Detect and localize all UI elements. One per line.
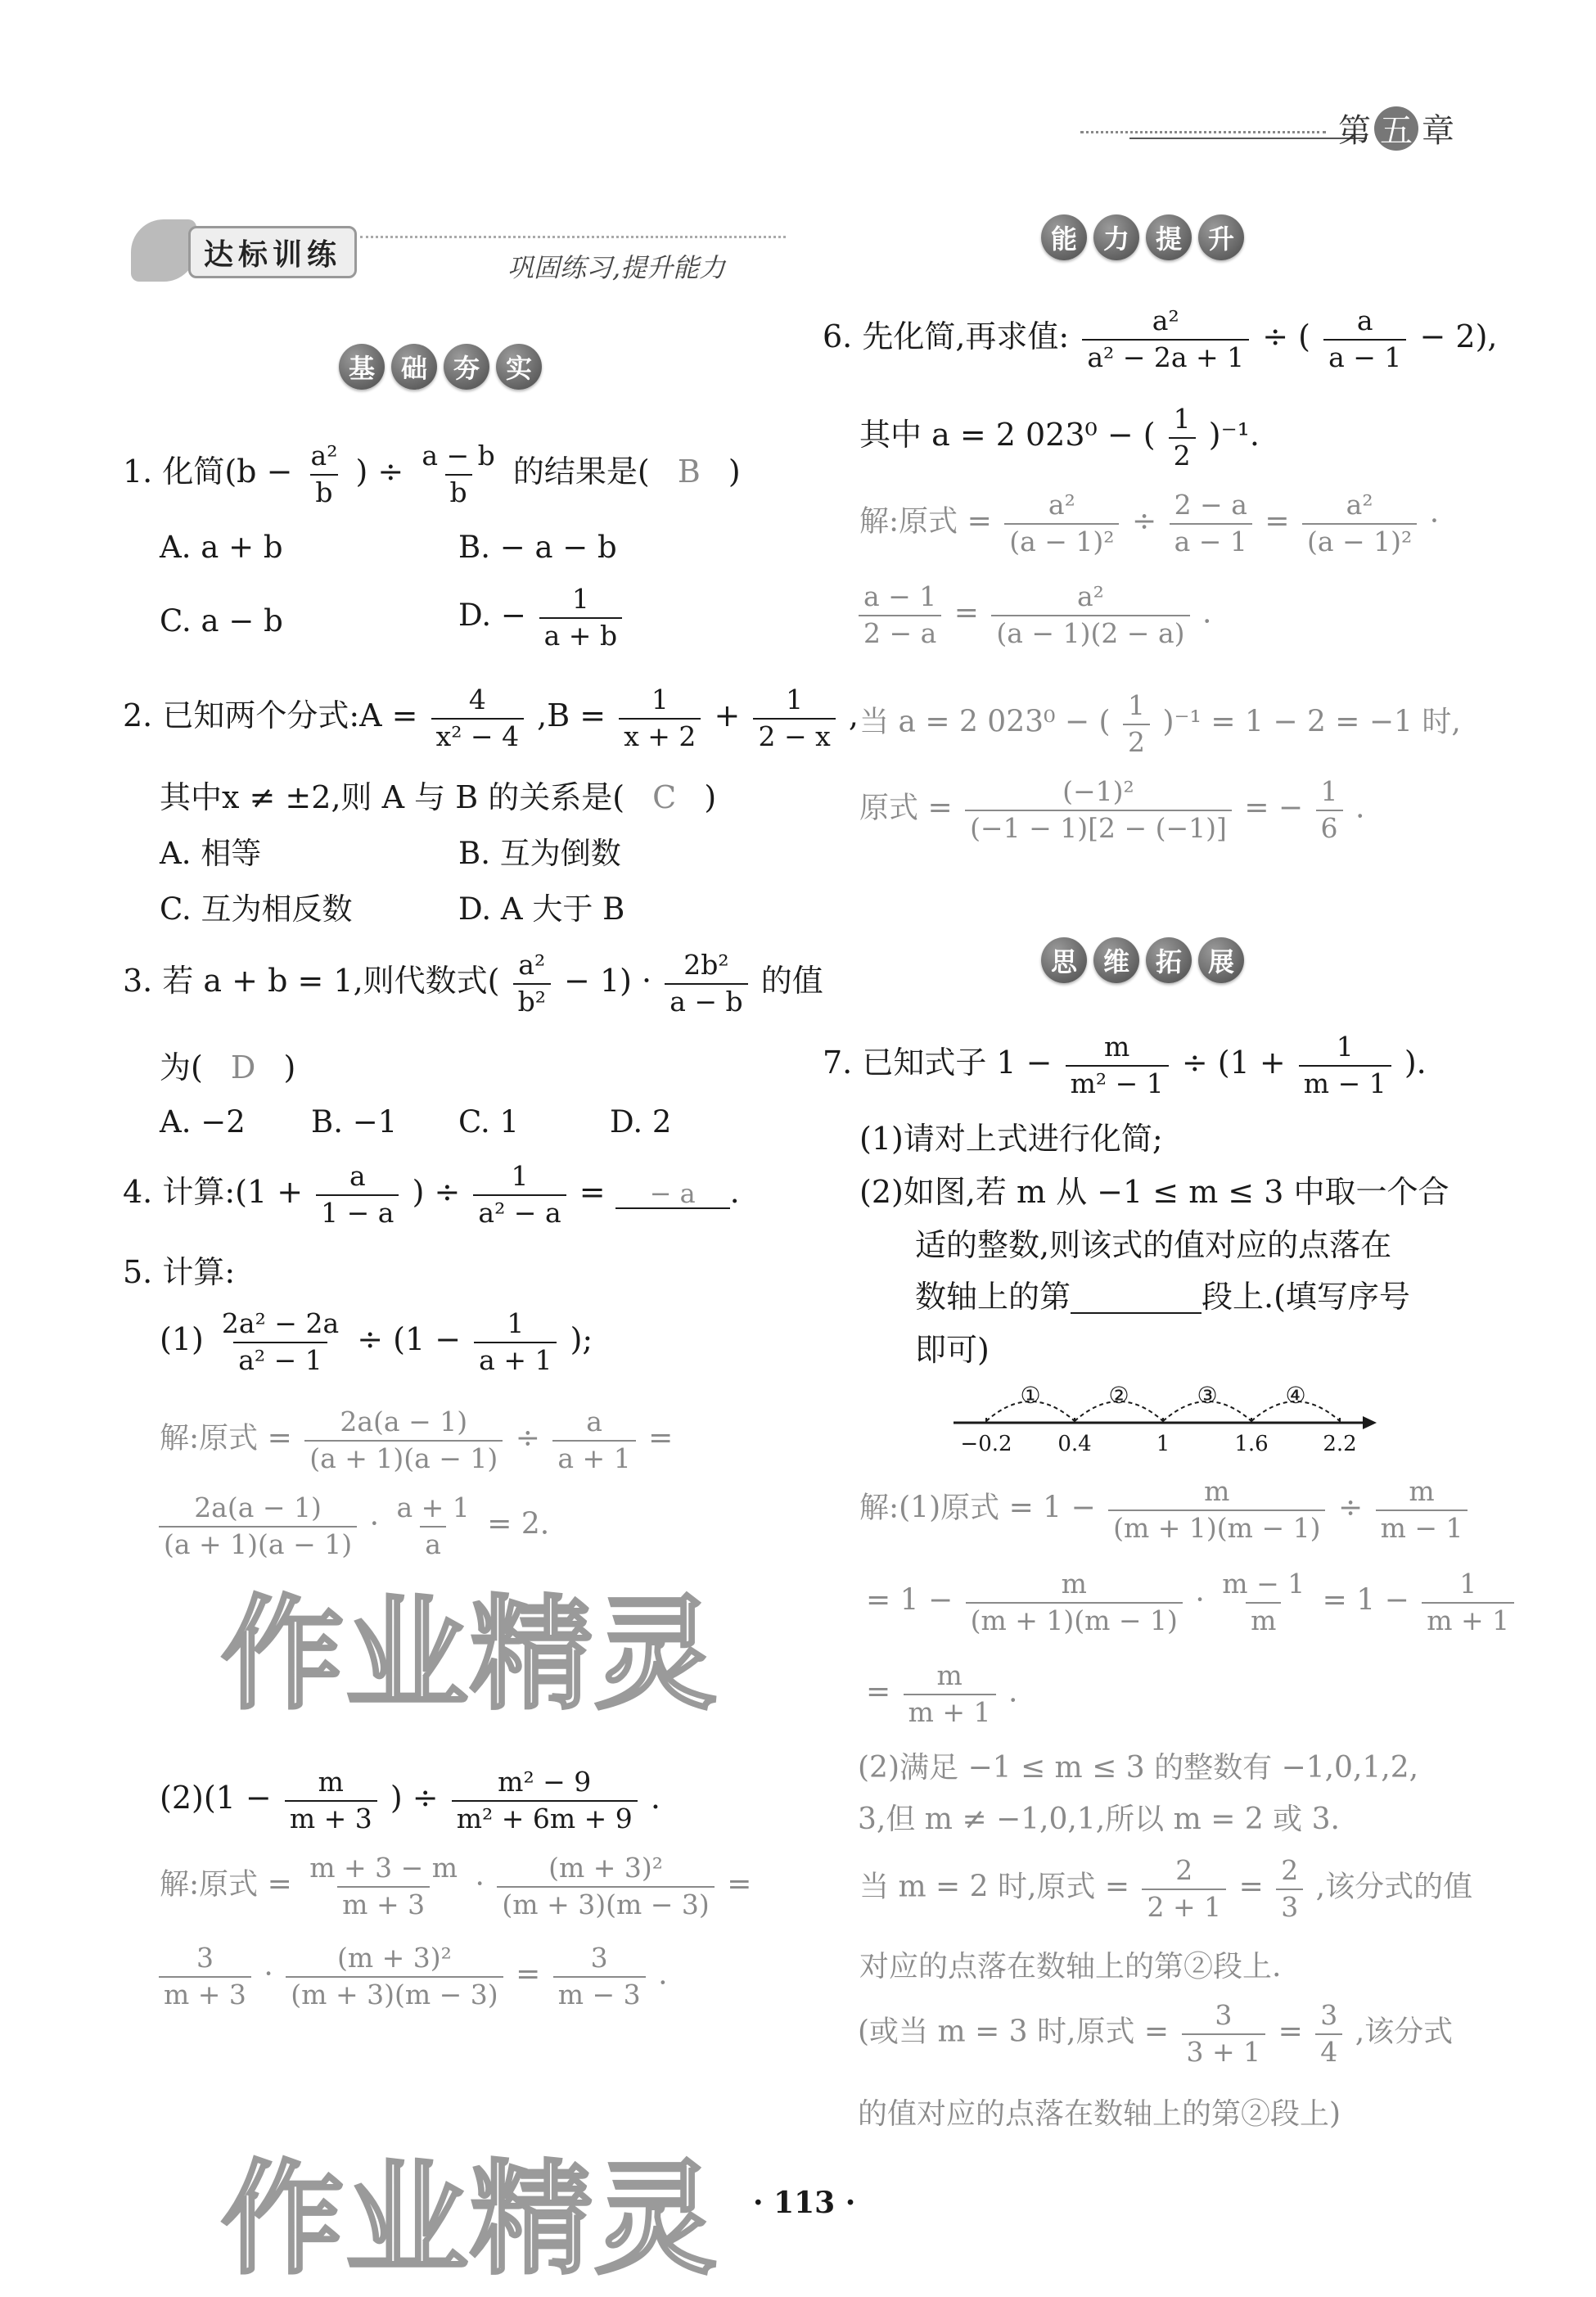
number-line-segment-label: ④ (1285, 1382, 1306, 1409)
q1-option-c: C. a − b (160, 603, 283, 639)
banner-dotted-line (360, 236, 786, 238)
chapter-header (1080, 105, 1465, 154)
section-advanced-char: 能 (1041, 214, 1087, 260)
chapter-number-badge: 五 (1374, 106, 1418, 151)
q3-option-b: B. −1 (311, 1104, 398, 1139)
question-3-line2: 为( D ) (160, 1049, 296, 1085)
q5-2-solution-line2: $\frac{3}{m + 3}$ · $\frac{\text{(m + 3)²}}{(m + 3)(m - 3)}$ = $\frac{3}{m - 3}$ . (156, 1944, 668, 2009)
q7-part-2-line3: 数轴上的第 段上.(填写序号 (915, 1279, 1410, 1315)
q5-1-solution-line1: 解:原式 = $\frac{2a(a - 1)}{(a + 1)(a - 1)}$ ÷ $\frac{a}{a + 1}$ = (160, 1406, 674, 1474)
number-line-tick-label: −0.2 (960, 1432, 1012, 1456)
q5-2-solution-line1: 解:原式 = $\frac{m + 3 - m}{m + 3}$ · $\frac{\text{(m + 3)²}}{(m + 3)(m - 3)}$ = (160, 1852, 752, 1920)
banner-title-box (188, 226, 357, 278)
section-extended-char: 展 (1198, 937, 1244, 983)
question-5-part-2: (2)(1 − $\frac{m}{m + 3}$ ) ÷ $\frac{\text{m² − 9}}{\text{m² + 6m + 9}}$ . (160, 1766, 660, 1834)
q6-solution-line2: $\frac{a - 1}{2 - a}$ = $\frac{\text{a²}}{(a - 1)(2 - a)}$ . (855, 583, 1211, 648)
section-basic-char: 夯 (444, 344, 489, 390)
watermark: 作业精灵 (221, 2149, 719, 2291)
banner-subtitle: 巩固练习,提升能力 (507, 252, 726, 283)
number-line-tick-label: 0.4 (1057, 1432, 1092, 1456)
section-advanced-char: 提 (1146, 214, 1192, 260)
training-banner (131, 219, 794, 285)
q7-part-2-line2: 适的整数,则该式的值对应的点落在 (915, 1227, 1392, 1263)
section-basic (336, 344, 545, 390)
q7-solution-line8: (或当 m = 3 时,原式 = $\frac{3}{3 + 1}$ = $\frac{3}{4}$ ,该分式 (858, 1999, 1454, 2068)
header-solid-line (1129, 138, 1367, 139)
section-advanced (1038, 214, 1247, 260)
section-basic-char: 实 (496, 344, 542, 390)
question-4: 4. 计算:(1 + $\frac{a}{1 - a}$ ) ÷ $\frac{1}{\text{a² − a}}$ = − a . (123, 1160, 740, 1229)
q5-1-solution-line2: $\frac{2a(a - 1)}{(a + 1)(a - 1)}$ · $\frac{a + 1}{a}$ = 2. (156, 1494, 549, 1559)
q7-solution-line2: = 1 − $\frac{m}{(m + 1)(m - 1)}$ · $\frac{m - 1}{m}$ = 1 − $\frac{1}{m + 1}$ (866, 1570, 1517, 1635)
q2-option-b: B. 互为倒数 (458, 836, 621, 871)
q7-solution-line5: 3,但 m ≠ −1,0,1,所以 m = 2 或 3. (858, 1803, 1340, 1836)
q7-solution-line7: 对应的点落在数轴上的第②段上. (859, 1950, 1282, 1983)
q6-solution-line1: 解:原式 = $\frac{\text{a²}}{\text{(a − 1)²}}$ ÷ $\frac{2 - a}{a - 1}$ = $\frac{\text{a²}}{\text{(a − 1)²}}$ · (859, 489, 1440, 557)
q3-option-d: D. 2 (610, 1104, 672, 1139)
question-2: 2. 已知两个分式:A = $\frac{4}{\text{x² − 4}}$ ,B = $\frac{1}{x + 2}$ + $\frac{1}{2 - x}$ , (123, 684, 859, 752)
page-number: · 113 · (753, 2186, 856, 2220)
number-line-tick-label: 1.6 (1234, 1432, 1269, 1456)
q2-option-a: A. 相等 (160, 836, 262, 871)
watermark: 作业精灵 (221, 1584, 719, 1726)
chapter-suffix: 章 (1422, 112, 1454, 150)
banner-title: 达标训练 (203, 237, 341, 272)
section-extended-char: 维 (1093, 937, 1139, 983)
q7-solution-line4: (2)满足 −1 ≤ m ≤ 3 的整数有 −1,0,1,2, (858, 1751, 1419, 1785)
number-line-tick-label: 2.2 (1323, 1432, 1357, 1456)
number-line-segment-label: ② (1108, 1382, 1129, 1409)
answer-1: B (677, 454, 701, 490)
q7-solution-line1: 解:(1)原式 = 1 − $\frac{m}{(m + 1)(m - 1)}$ ÷ $\frac{m}{m - 1}$ (859, 1478, 1471, 1542)
question-5-part-1: (1) $\frac{\text{2a² − 2a}}{\text{a² − 1}}$ ÷ (1 − $\frac{1}{a + 1}$ ); (160, 1307, 593, 1376)
q3-option-a: A. −2 (160, 1104, 246, 1139)
header-dotted-line (1080, 131, 1326, 133)
section-extended-char: 思 (1041, 937, 1087, 983)
q7-part-1: (1)请对上式进行化简; (859, 1121, 1163, 1157)
q7-solution-line9: 的值对应的点落在数轴上的第②段上) (858, 2097, 1341, 2131)
answer-3: D (230, 1049, 256, 1085)
section-advanced-char: 升 (1198, 214, 1244, 260)
section-basic-char: 础 (391, 344, 437, 390)
answer-2: C (652, 779, 677, 815)
chapter-prefix: 第 (1338, 112, 1371, 150)
q7-solution-line3: = $\frac{m}{m + 1}$ . (866, 1659, 1018, 1728)
q3-option-c: C. 1 (458, 1104, 520, 1139)
q7-part-2-line4: 即可) (915, 1332, 990, 1368)
question-7: 7. 已知式子 1 − $\frac{m}{\text{m² − 1}}$ ÷ (1 + $\frac{1}{m - 1}$ ). (823, 1031, 1427, 1099)
question-6-line2: 其中 a = 2 023⁰ − ( $\frac{1}{2}$ )⁻¹. (859, 403, 1260, 472)
q7-solution-line6: 当 m = 2 时,原式 = $\frac{2}{2 + 1}$ = $\frac{2}{3}$ ,该分式的值 (859, 1854, 1473, 1923)
question-3: 3. 若 a + b = 1,则代数式( $\frac{\text{a²}}{\text{b²}}$ − 1) · $\frac{\text{2b²}}{a - b}$ 的值 (123, 949, 823, 1018)
q2-option-d: D. A 大于 B (458, 891, 625, 927)
number-line-tick-label: 1 (1156, 1432, 1170, 1456)
answer-4-blank (615, 1176, 730, 1209)
number-line-segment-label: ③ (1197, 1382, 1218, 1409)
q1-option-b: B. − a − b (458, 530, 617, 565)
banner-leaf-icon (131, 219, 196, 282)
section-extended-char: 拓 (1146, 937, 1192, 983)
question-5-title: 5. 计算: (123, 1254, 236, 1290)
section-advanced-char: 力 (1093, 214, 1139, 260)
q6-solution-line4: 原式 = $\frac{\text{(−1)²}}{(-1 - 1)[2 - (-1)]}$ = − $\frac{1}{6}$ . (859, 775, 1365, 844)
q2-option-c: C. 互为相反数 (160, 891, 353, 927)
q7-part-2-line1: (2)如图,若 m 从 −1 ≤ m ≤ 3 中取一个合 (859, 1174, 1449, 1210)
q6-solution-line3: 当 a = 2 023⁰ − ( $\frac{1}{2}$ )⁻¹ = 1 − 2 = −1 时, (859, 689, 1461, 758)
q1-option-a: A. a + b (160, 530, 283, 565)
question-1: 1. 化简(b − $\frac{\text{a²}}{b}$ ) ÷ $\frac{a - b}{b}$ 的结果是( B ) (123, 440, 741, 508)
answer-4: − a (649, 1178, 696, 1210)
question-6: 6. 先化简,再求值: $\frac{\text{a²}}{\text{a² − 2a + 1}}$ ÷ ( $\frac{a}{a - 1}$ − 2), (823, 305, 1498, 373)
section-basic-char: 基 (339, 344, 385, 390)
q7-answer-blank (1071, 1281, 1202, 1314)
section-extended (1038, 937, 1247, 983)
number-line (941, 1375, 1383, 1457)
number-line-segment-label: ① (1020, 1382, 1041, 1409)
q1-option-d: D. − $\frac{1}{a + b}$ (458, 585, 625, 650)
question-2-line2: 其中x ≠ ±2,则 A 与 B 的关系是( C ) (160, 779, 717, 815)
